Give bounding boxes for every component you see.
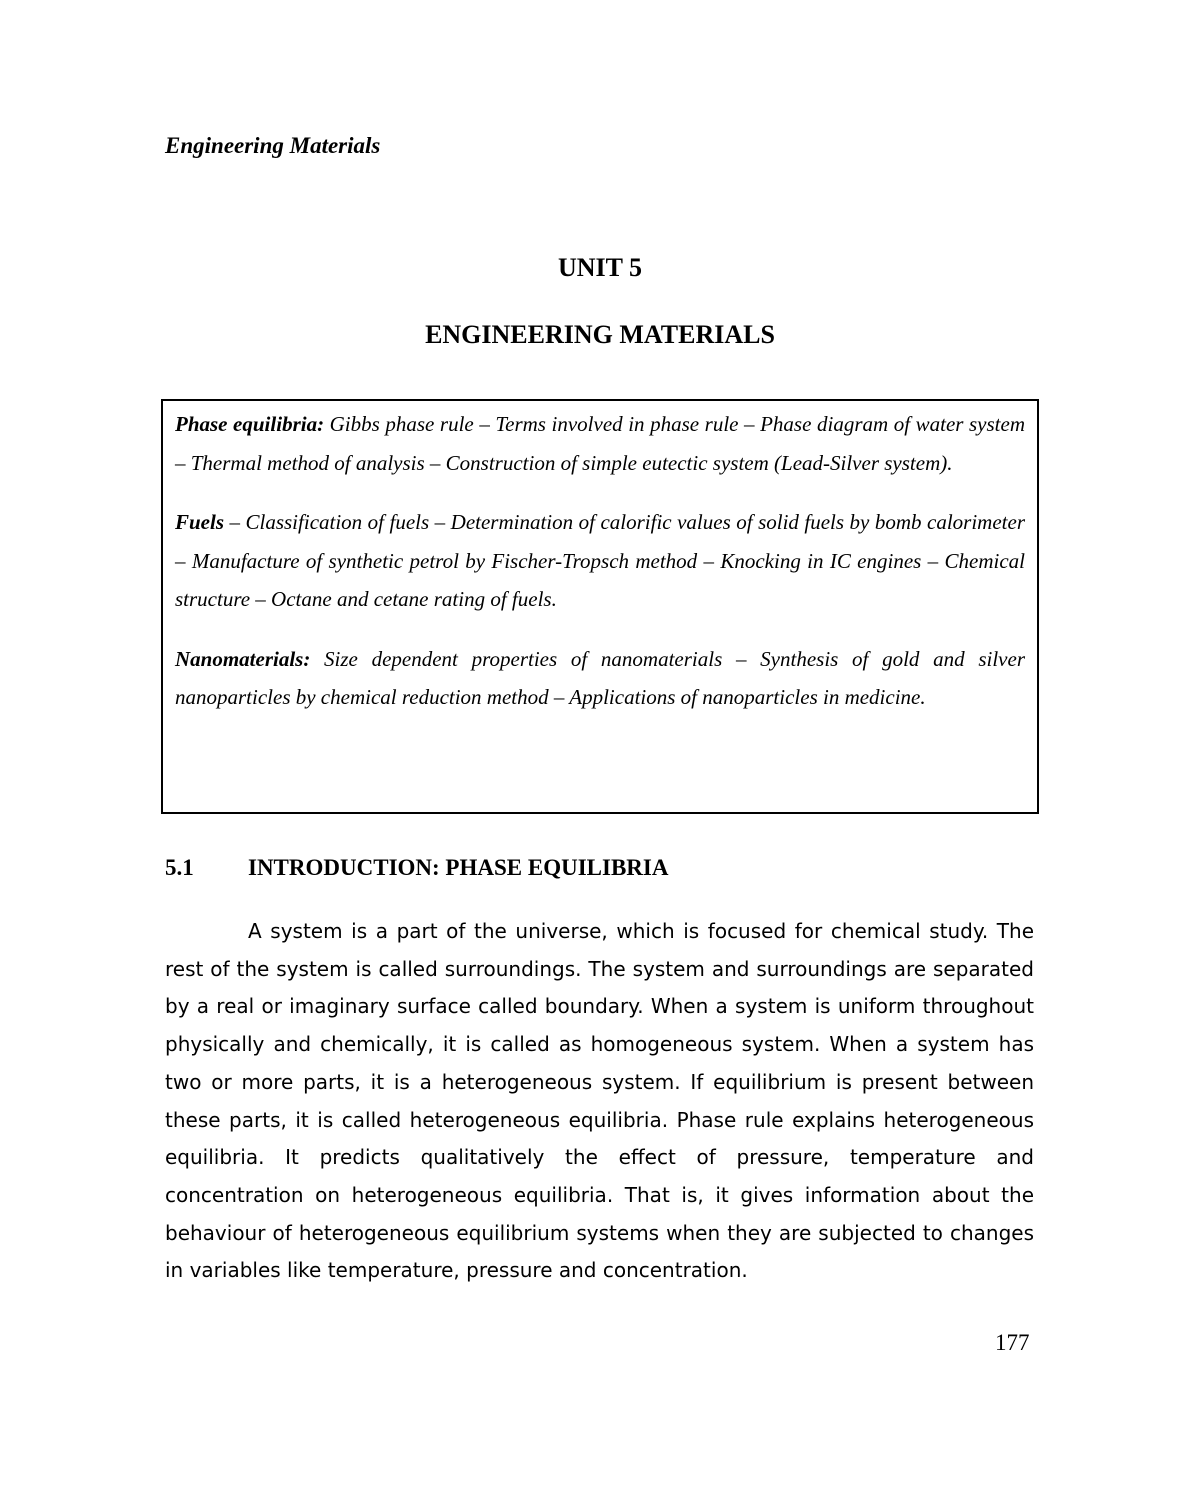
syllabus-fuels — [175, 503, 1025, 619]
syllabus-topic-fuels: Fuels — [175, 510, 225, 534]
syllabus-topic-phase-equilibria: Phase equilibria: — [175, 412, 325, 436]
unit-number: UNIT 5 — [557, 253, 643, 282]
running-header: Engineering Materials — [165, 133, 381, 158]
syllabus-text-phase-equilibria: Gibbs phase rule – Terms involved in phase rule – Phase diagram of water system – Thermal method of analysis – Construction of simple eutectic system (Lead-Silver system). — [175, 412, 1025, 475]
syllabus-text-fuels: – Classification of fuels – Determination of calorific values of solid fuels by bomb calorimeter – Manufacture of synthetic petrol by Fischer-Tropsch method – Knocking in IC engines – Chemical structure – Octane and cetane rating of fuels. — [175, 510, 1025, 611]
unit-title: ENGINEERING MATERIALS — [425, 320, 775, 349]
section-number: 5.1 — [165, 855, 194, 880]
syllabus-topic-nanomaterials: Nanomaterials: — [175, 646, 311, 671]
page-number: 177 — [995, 1330, 1030, 1355]
syllabus-text-nanomaterials: Size dependent properties of nanomaterials – Synthesis of gold and silver nanoparticles by chemical reduction method – Applications of nanoparticles in medicine. — [175, 646, 1025, 709]
syllabus-box — [161, 399, 1039, 814]
syllabus-phase-equilibria — [175, 405, 1025, 482]
section-title: INTRODUCTION: PHASE EQUILIBRIA — [248, 855, 669, 880]
section-heading — [165, 855, 668, 881]
syllabus-nanomaterials — [175, 640, 1025, 717]
body-paragraph: A system is a part of the universe, which is focused for chemical study. The rest of the system is called surroundings. The system and surroundings are separated by a real or imaginary surface called boundary. When a system is uniform throughout physically and chemically, it is called as homogeneous system. When a system has two or more parts, it is a heterogeneous system. If equilibrium is present between these parts, it is called heterogeneous equilibria. Phase rule explains heterogeneous equilibria. It predicts qualitatively the effect of pressure, temperature and concentration on heterogeneous equilibria. That is, it gives information about the behaviour of heterogeneous equilibrium systems when they are subjected to changes in variables like temperature, pressure and concentration. — [165, 919, 1034, 1283]
